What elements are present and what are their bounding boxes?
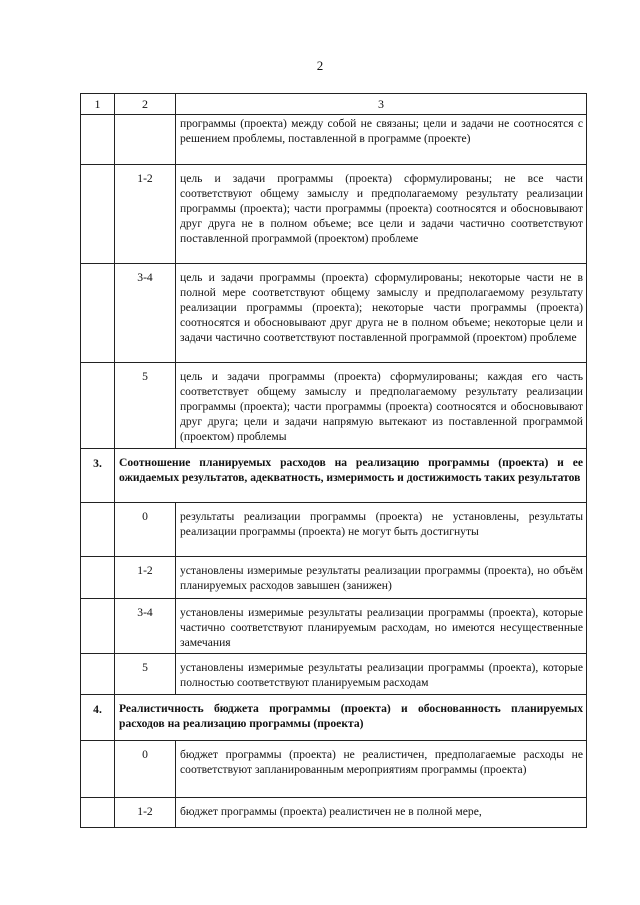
table-row xyxy=(81,599,587,654)
table-row xyxy=(81,798,587,828)
table-row xyxy=(81,557,587,599)
criterion-text: цель и задачи программы (проекта) сформулированы; каждая его часть соответствует общему замыслу и предполагаемому результату реализации программы (проекта); части программы (проекта) соотносятся и обосновывают друг друга; цели и задачи напрямую вытекают из поставленной программой (проектом) проблемы xyxy=(176,363,587,449)
header-cell-1: 1 xyxy=(81,94,115,115)
score-cell: 3-4 xyxy=(115,599,176,654)
criterion-text: бюджет программы (проекта) не реалистичен, предполагаемые расходы не соответствуют запланированным мероприятиям программы (проекта) xyxy=(176,741,587,798)
row-number xyxy=(81,165,115,264)
section-title: Соотношение планируемых расходов на реализацию программы (проекта) и ее ожидаемых результатов, адекватность, измеримость и достижимость таких результатов xyxy=(115,449,587,503)
table-row xyxy=(81,503,587,557)
criterion-text: бюджет программы (проекта) реалистичен не в полной мере, xyxy=(176,798,587,828)
section-row xyxy=(81,449,587,503)
row-number xyxy=(81,557,115,599)
table-row xyxy=(81,363,587,449)
table-row xyxy=(81,115,587,165)
section-row xyxy=(81,695,587,741)
score-cell: 1-2 xyxy=(115,798,176,828)
row-number xyxy=(81,115,115,165)
criterion-text: установлены измеримые результаты реализации программы (проекта), которые полностью соответствуют планируемым расходам xyxy=(176,654,587,695)
header-cell-2: 2 xyxy=(115,94,176,115)
score-cell: 1-2 xyxy=(115,165,176,264)
row-number xyxy=(81,363,115,449)
score-cell: 3-4 xyxy=(115,264,176,363)
score-cell: 0 xyxy=(115,503,176,557)
table-row xyxy=(81,741,587,798)
criterion-text: установлены измеримые результаты реализации программы (проекта), которые частично соответствуют планируемым расходам, но имеются несущественные замечания xyxy=(176,599,587,654)
row-number xyxy=(81,599,115,654)
section-number: 4. xyxy=(81,695,115,741)
row-number xyxy=(81,264,115,363)
score-cell: 5 xyxy=(115,363,176,449)
header-cell-3: 3 xyxy=(176,94,587,115)
row-number xyxy=(81,741,115,798)
criteria-table xyxy=(80,93,587,828)
section-title: Реалистичность бюджета программы (проекта) и обоснованность планируемых расходов на реализацию программы (проекта) xyxy=(115,695,587,741)
table-row xyxy=(81,165,587,264)
page-number: 2 xyxy=(316,58,324,73)
criterion-text: цель и задачи программы (проекта) сформулированы; не все части соответствуют общему замыслу и предполагаемому результату реализации программы (проекта); части программы (проекта) соотносятся и обосновывают друг друга не в полном объеме; все цели и задачи частично соответствуют поставленной программой (проектом) проблеме xyxy=(176,165,587,264)
table-row xyxy=(81,654,587,695)
score-cell xyxy=(115,115,176,165)
table-header-row xyxy=(81,94,587,115)
criterion-text: результаты реализации программы (проекта) не установлены, результаты реализации программы (проекта) не могут быть достигнуты xyxy=(176,503,587,557)
criterion-text: программы (проекта) между собой не связаны; цели и задачи не соотносятся с решением проблемы, поставленной в программе (проекте) xyxy=(176,115,587,165)
score-cell: 0 xyxy=(115,741,176,798)
row-number xyxy=(81,798,115,828)
row-number xyxy=(81,654,115,695)
criterion-text: цель и задачи программы (проекта) сформулированы; некоторые части не в полной мере соответствуют общему замыслу и предполагаемому результату реализации программы (проекта); некоторые части программы (проекта) соотносятся и обосновывают друг друга не в полном объеме; некоторые цели и задачи частично соответствуют поставленной программой (проектом) проблеме xyxy=(176,264,587,363)
table-row xyxy=(81,264,587,363)
section-number: 3. xyxy=(81,449,115,503)
score-cell: 5 xyxy=(115,654,176,695)
criterion-text: установлены измеримые результаты реализации программы (проекта), но объём планируемых расходов завышен (занижен) xyxy=(176,557,587,599)
score-cell: 1-2 xyxy=(115,557,176,599)
row-number xyxy=(81,503,115,557)
